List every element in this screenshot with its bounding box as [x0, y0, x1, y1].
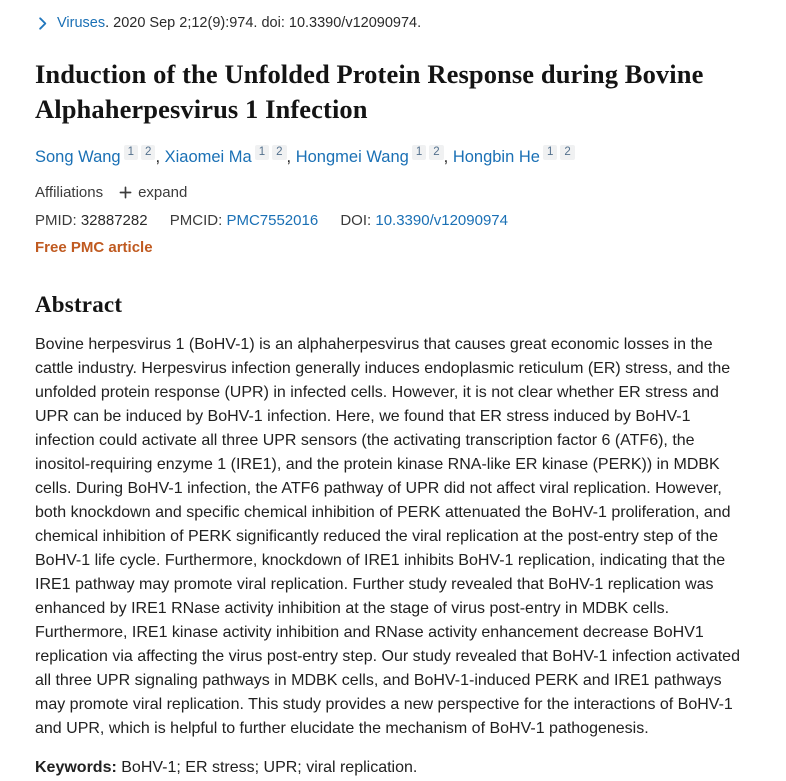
- pmcid-label: PMCID:: [169, 212, 227, 229]
- affiliation-sup-badge[interactable]: 1: [124, 145, 138, 160]
- author-item: [35, 148, 165, 166]
- expand-label: expand: [138, 184, 188, 201]
- affiliations-row: [35, 184, 748, 201]
- authors-list: [35, 148, 748, 167]
- author-link[interactable]: Song Wang: [35, 148, 121, 166]
- author-separator: ,: [286, 148, 296, 166]
- affiliation-sup-badge[interactable]: 2: [141, 145, 155, 160]
- author-item: [453, 148, 575, 166]
- author-separator: ,: [443, 148, 453, 166]
- author-separator: ,: [155, 148, 165, 166]
- chevron-right-icon[interactable]: [35, 16, 50, 31]
- pmcid-link[interactable]: PMC7552016: [226, 212, 319, 229]
- citation-text: . 2020 Sep 2;12(9):974. doi: 10.3390/v12090974.: [105, 15, 422, 31]
- keywords-text: BoHV-1; ER stress; UPR; viral replication.: [121, 759, 418, 776]
- author-link[interactable]: Xiaomei Ma: [164, 148, 252, 166]
- affiliation-sup-badge[interactable]: 1: [543, 145, 557, 160]
- affiliation-sup-badge[interactable]: 1: [255, 145, 269, 160]
- author-item: [296, 148, 453, 166]
- pmcid-group: [170, 212, 318, 229]
- pmid-group: [35, 212, 148, 229]
- affiliation-sup-badge[interactable]: 1: [412, 145, 426, 160]
- expand-affiliations-button[interactable]: [119, 184, 187, 201]
- keywords-line: [35, 756, 748, 780]
- article-title: Induction of the Unfolded Protein Response during Bovine Alphaherpesvirus 1 Infection: [35, 59, 704, 124]
- doi-link[interactable]: 10.3390/v12090974: [375, 212, 508, 229]
- author-link[interactable]: Hongbin He: [452, 148, 540, 166]
- pmid-label: PMID:: [35, 212, 81, 229]
- free-pmc-article-label: Free PMC article: [35, 239, 153, 256]
- pmid-value: 32887282: [80, 212, 148, 229]
- keywords-label: Keywords:: [35, 759, 122, 776]
- plus-icon: [119, 186, 132, 199]
- journal-citation-line: [35, 15, 748, 31]
- affiliation-sup-badge[interactable]: 2: [272, 145, 286, 160]
- abstract-text: Bovine herpesvirus 1 (BoHV-1) is an alphaherpesvirus that causes great economic losses in the cattle industry. Herpesvirus infection generally induces endoplasmic reticulum (ER) stress, and the unfolded protein response (UPR) in infected cells. However, it is not clear whether ER stress and UPR can be induced by BoHV-1 infection. Here, we found that ER stress induced by BoHV-1 infection could activate all three UPR sensors (the activating transcription factor 6 (ATF6), the inositol-requiring enzyme 1 (IRE1), and the protein kinase RNA-like ER kinase (PERK)) in MDBK cells. During BoHV-1 infection, the ATF6 pathway of UPR did not affect viral replication. However, both knockdown and specific chemical inhibition of PERK attenuated the BoHV-1 proliferation, and chemical inhibition of PERK significantly reduced the viral replication at the post-entry step of the BoHV-1 life cycle. Furthermore, knockdown of IRE1 inhibits BoHV-1 replication, indicating that the IRE1 pathway may promote viral replication. Further study revealed that BoHV-1 replication was enhanced by IRE1 RNase activity inhibition at the stage of virus post-entry in MDBK cells. Furthermore, IRE1 kinase activity inhibition and RNase activity enhancement decrease BoHV1 replication via affecting the virus post-entry step. Our study revealed that BoHV-1 infection activated all three UPR signaling pathways in MDBK cells, and BoHV-1-induced PERK and IRE1 pathways may promote viral replication. This study provides a new perspective for the interactions of BoHV-1 and UPR, which is helpful to further elucidate the mechanism of BoHV-1 pathogenesis.: [35, 336, 740, 737]
- author-item: [165, 148, 296, 166]
- author-link[interactable]: Hongmei Wang: [295, 148, 409, 166]
- doi-group: [340, 212, 508, 229]
- identifiers-row: [35, 212, 748, 229]
- affiliation-sup-badge[interactable]: 2: [560, 145, 574, 160]
- doi-label: DOI:: [340, 212, 376, 229]
- journal-name-link[interactable]: Viruses: [57, 15, 106, 31]
- affiliation-sup-badge[interactable]: 2: [429, 145, 443, 160]
- abstract-heading: Abstract: [35, 292, 123, 317]
- affiliations-label: Affiliations: [35, 184, 104, 201]
